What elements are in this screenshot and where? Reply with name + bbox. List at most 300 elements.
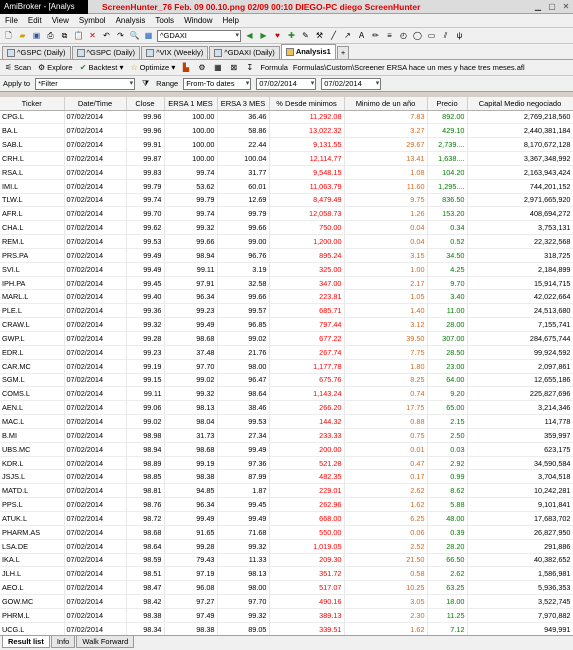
table-cell: 97.36 (217, 456, 269, 470)
table-cell: 0.39 (427, 525, 467, 539)
table-cell: 97.70 (164, 359, 217, 373)
table-cell: 2,163,943,424 (467, 165, 573, 179)
table-cell: 99.40 (126, 290, 164, 304)
previous-symbol-icon[interactable]: ◀ (246, 31, 253, 40)
table-cell: 98.94 (126, 442, 164, 456)
table-cell: 9.75 (344, 193, 427, 207)
table-cell: 99.49 (126, 262, 164, 276)
filter-icon[interactable]: ⧩ (142, 79, 150, 88)
table-cell: 209.30 (269, 553, 344, 567)
menu-symbol[interactable]: Symbol (78, 16, 106, 25)
table-cell: 96.34 (164, 498, 217, 512)
table-cell: 677.22 (269, 332, 344, 346)
rect-tool-icon[interactable]: ▭ (427, 31, 436, 40)
save-icon[interactable]: ▣ (32, 31, 41, 40)
table-cell: 22.44 (217, 138, 269, 152)
table-cell: 12,058.73 (269, 207, 344, 221)
table-cell: 34,590,584 (467, 456, 573, 470)
menu-analysis[interactable]: Analysis (115, 16, 146, 25)
table-cell: SGM.L (0, 373, 64, 387)
table-cell: 144.32 (269, 415, 344, 429)
close-window-icon[interactable]: ⊠ (230, 63, 238, 72)
apply-to-label: Apply to (3, 79, 31, 88)
scan-button[interactable]: ⚟ Scan (4, 63, 32, 72)
table-cell: 58.86 (217, 124, 269, 138)
report-chart-icon[interactable]: ▙ (182, 63, 189, 72)
table-cell: 53.62 (164, 179, 217, 193)
table-cell: 07/02/2014 (64, 415, 126, 429)
table-cell: 29.67 (344, 138, 427, 152)
menu-tools[interactable]: Tools (155, 16, 175, 25)
table-cell: 07/02/2014 (64, 553, 126, 567)
table-cell: 07/02/2014 (64, 456, 126, 470)
draw-icon[interactable]: ✎ (302, 31, 309, 40)
table-cell: 31.77 (217, 165, 269, 179)
table-row[interactable] (0, 193, 573, 207)
table-row[interactable] (0, 595, 573, 609)
table-row[interactable] (0, 290, 573, 304)
table-cell: 267.74 (269, 345, 344, 359)
table-cell: 96.34 (164, 290, 217, 304)
table-cell: 0.58 (344, 567, 427, 581)
table-row[interactable] (0, 456, 573, 470)
table-cell: 1,638.... (427, 152, 467, 166)
table-cell: 408,694,272 (467, 207, 573, 221)
table-cell: 07/02/2014 (64, 221, 126, 235)
table-cell: 100.00 (164, 152, 217, 166)
find-icon[interactable]: 🔍 (129, 31, 140, 40)
result-table (0, 97, 573, 635)
table-row[interactable] (0, 470, 573, 484)
paste-icon[interactable]: 📋 (73, 31, 84, 40)
table-cell: 07/02/2014 (64, 622, 126, 635)
table-row[interactable] (0, 608, 573, 622)
maximize-icon[interactable]: ▢ (548, 2, 556, 11)
settings-icon[interactable]: ⚙ (198, 63, 206, 72)
tab-walk-forward[interactable]: Walk Forward (76, 636, 134, 648)
text-tool-icon[interactable]: A (358, 31, 365, 40)
table-cell: 262.96 (269, 498, 344, 512)
open-folder-icon[interactable]: ▰ (19, 31, 26, 40)
table-cell: 13,022.32 (269, 124, 344, 138)
table-row[interactable] (0, 387, 573, 401)
table-cell: 99.53 (217, 415, 269, 429)
quote-icon[interactable]: ✚ (288, 31, 295, 40)
table-row[interactable] (0, 622, 573, 635)
table-row[interactable] (0, 581, 573, 595)
print-icon[interactable]: ⎙ (47, 31, 54, 40)
table-cell: 99.79 (126, 179, 164, 193)
table-cell: 07/02/2014 (64, 248, 126, 262)
table-cell: 21.50 (344, 553, 427, 567)
column-header[interactable]: % Desde minimos (269, 97, 344, 110)
chart-icon[interactable]: ▦ (144, 31, 153, 40)
table-row[interactable] (0, 484, 573, 498)
table-cell: 99,924,592 (467, 345, 573, 359)
table-row[interactable] (0, 235, 573, 249)
table-cell: 98.85 (126, 470, 164, 484)
title-bar (0, 0, 573, 14)
table-row[interactable] (0, 304, 573, 318)
explore-button[interactable]: ⚙ Explore (38, 63, 73, 72)
table-cell: 79.43 (164, 553, 217, 567)
table-cell: SVI.L (0, 262, 64, 276)
table-cell: EDR.L (0, 345, 64, 359)
fib-tool-icon[interactable]: ≡ (387, 31, 392, 40)
table-row[interactable] (0, 276, 573, 290)
pen-tool-icon[interactable]: ✏ (372, 31, 379, 40)
from-date-picker[interactable]: 07/02/2014 ▾ (256, 78, 316, 90)
table-cell: 3.19 (217, 262, 269, 276)
apply-to-select[interactable]: *Filter ▾ (35, 78, 135, 90)
table-cell: 98.64 (217, 387, 269, 401)
table-cell: 389.13 (269, 608, 344, 622)
table-cell: 229.01 (269, 484, 344, 498)
table-cell: 7.83 (344, 110, 427, 124)
delete-icon[interactable]: ✕ (89, 31, 96, 40)
table-cell: 1,143.24 (269, 387, 344, 401)
table-row[interactable] (0, 318, 573, 332)
table-cell: 89.05 (217, 622, 269, 635)
table-cell: 17.75 (344, 401, 427, 415)
table-row[interactable] (0, 179, 573, 193)
table-cell: 0.74 (344, 387, 427, 401)
table-cell: 1.26 (344, 207, 427, 221)
table-cell: 744,201,152 (467, 179, 573, 193)
table-cell: 2,184,899 (467, 262, 573, 276)
table-cell: 99.70 (126, 207, 164, 221)
chart-tab-icon (77, 49, 85, 57)
table-cell: 11.00 (427, 304, 467, 318)
table-cell: 99.19 (164, 456, 217, 470)
arrow-icon[interactable]: ↧ (246, 63, 254, 72)
arrow-tool-icon[interactable]: ↗ (344, 31, 351, 40)
table-cell: 98.47 (126, 581, 164, 595)
table-cell: 96.85 (217, 318, 269, 332)
tab-gspc-daily-2[interactable]: ^GSPC (Daily) (72, 46, 141, 59)
column-header[interactable]: Precio (427, 97, 467, 110)
table-cell: 98.00 (217, 581, 269, 595)
table-cell: 36.46 (217, 110, 269, 124)
table-cell: 97.27 (164, 595, 217, 609)
table-cell: 98.59 (126, 553, 164, 567)
column-header[interactable]: Close (126, 97, 164, 110)
table-cell: 21.76 (217, 345, 269, 359)
table-cell: 31.73 (164, 428, 217, 442)
table-cell: CRAW.L (0, 318, 64, 332)
table-cell: 99.49 (164, 511, 217, 525)
table-cell: 1,586,981 (467, 567, 573, 581)
table-cell: 98.81 (126, 484, 164, 498)
table-cell: 99.74 (164, 207, 217, 221)
table-cell: 97.19 (164, 567, 217, 581)
table-cell: 13.41 (344, 152, 427, 166)
table-cell: 07/02/2014 (64, 207, 126, 221)
table-cell: 2.62 (427, 567, 467, 581)
table-cell: 9,101,841 (467, 498, 573, 512)
table-cell: 1.08 (344, 165, 427, 179)
table-cell: 39.50 (344, 332, 427, 346)
table-cell: 318,725 (467, 248, 573, 262)
table-cell: 11.60 (344, 179, 427, 193)
table-cell: 1.62 (344, 622, 427, 635)
table-cell: 07/02/2014 (64, 276, 126, 290)
table-cell: 07/02/2014 (64, 498, 126, 512)
table-row[interactable] (0, 138, 573, 152)
line-tool-icon[interactable]: ╱ (331, 31, 336, 40)
table-cell: 0.34 (427, 221, 467, 235)
table-cell: 07/02/2014 (64, 525, 126, 539)
table-cell: 949,991 (467, 622, 573, 635)
table-cell: 9,548.15 (269, 165, 344, 179)
table-cell: ATUK.L (0, 511, 64, 525)
table-cell: GWP.L (0, 332, 64, 346)
table-cell: 339.51 (269, 622, 344, 635)
menu-help[interactable]: Help (222, 16, 239, 25)
table-cell: 12,655,186 (467, 373, 573, 387)
column-header[interactable]: Minimo de un año (344, 97, 427, 110)
table-cell: 836.50 (427, 193, 467, 207)
table-cell: 11.33 (217, 553, 269, 567)
table-cell: 65.00 (427, 401, 467, 415)
table-row[interactable] (0, 262, 573, 276)
table-cell: IPH.PA (0, 276, 64, 290)
menu-window[interactable]: Window (184, 16, 213, 25)
redo-icon[interactable]: ↷ (117, 31, 124, 40)
table-row[interactable] (0, 567, 573, 581)
table-cell: 1,295.... (427, 179, 467, 193)
table-cell: 9,131.55 (269, 138, 344, 152)
table-cell: 07/02/2014 (64, 318, 126, 332)
tab-analysis1[interactable]: Analysis1 (281, 44, 336, 59)
new-tab-button[interactable] (337, 46, 349, 59)
table-cell: PPS.L (0, 498, 64, 512)
table-cell: 2.52 (344, 539, 427, 553)
table-cell: TLW.L (0, 193, 64, 207)
table-cell: GOW.MC (0, 595, 64, 609)
table-row[interactable] (0, 442, 573, 456)
table-cell: 521.28 (269, 456, 344, 470)
column-header[interactable]: ERSA 3 MES (217, 97, 269, 110)
table-cell: 99.53 (126, 235, 164, 249)
table-cell: 15,914,715 (467, 276, 573, 290)
pitchfork-tool-icon[interactable]: ψ (456, 31, 463, 40)
table-cell: 22,322,568 (467, 235, 573, 249)
table-row[interactable] (0, 152, 573, 166)
table-cell: 98.76 (126, 498, 164, 512)
column-header[interactable]: Capital Medio negociado (467, 97, 573, 110)
table-cell: 291,886 (467, 539, 573, 553)
table-cell: 98.38 (126, 608, 164, 622)
plus-icon: + (340, 48, 346, 57)
result-grid[interactable] (0, 97, 573, 635)
table-cell: 07/02/2014 (64, 138, 126, 152)
symbol-combo[interactable]: ^GDAXI ▾ (157, 30, 241, 42)
optimize-button[interactable]: ☆ Optimize ▾ (130, 63, 176, 72)
table-row[interactable] (0, 498, 573, 512)
table-cell: 07/02/2014 (64, 595, 126, 609)
table-row[interactable] (0, 428, 573, 442)
table-row[interactable] (0, 401, 573, 415)
table-cell: 99.02 (217, 332, 269, 346)
table-cell: 99.28 (126, 332, 164, 346)
table-cell: 99.96 (126, 124, 164, 138)
table-cell: 07/02/2014 (64, 152, 126, 166)
table-cell: 895.24 (269, 248, 344, 262)
table-cell: LSA.DE (0, 539, 64, 553)
table-cell: 12.69 (217, 193, 269, 207)
table-cell: 99.32 (164, 221, 217, 235)
table-cell: 100.04 (217, 152, 269, 166)
minimize-icon[interactable]: ▁ (534, 2, 542, 11)
undo-icon[interactable]: ↶ (103, 31, 110, 40)
ellipse-tool-icon[interactable]: ◯ (413, 31, 422, 40)
tab-info[interactable]: Info (51, 636, 76, 648)
formula-label: Formula (260, 63, 288, 72)
table-cell: 96.08 (164, 581, 217, 595)
table-cell: 98.34 (126, 622, 164, 635)
table-cell: 42,022,664 (467, 290, 573, 304)
range-select[interactable]: From-To dates ▾ (183, 78, 251, 90)
menu-view[interactable]: View (51, 16, 69, 25)
table-cell: B.MI (0, 428, 64, 442)
table-cell: 668.00 (269, 511, 344, 525)
table-cell: 07/02/2014 (64, 345, 126, 359)
table-cell: 0.03 (427, 442, 467, 456)
table-cell: REM.L (0, 235, 64, 249)
column-header[interactable]: Ticker (0, 97, 64, 110)
backtest-button[interactable]: ✔ Backtest ▾ (78, 62, 124, 73)
table-row[interactable] (0, 207, 573, 221)
table-cell: 07/02/2014 (64, 470, 126, 484)
table-row[interactable] (0, 373, 573, 387)
table-cell: 96.76 (217, 248, 269, 262)
bottom-tabs (0, 635, 573, 650)
table-row[interactable] (0, 511, 573, 525)
tab-vix-weekly[interactable]: ^VIX (Weekly) (141, 46, 208, 59)
table-cell: COMS.L (0, 387, 64, 401)
table-cell: 07/02/2014 (64, 179, 126, 193)
table-cell: 98.68 (126, 525, 164, 539)
analysis-tab-icon (286, 48, 294, 56)
table-cell: 10,242,281 (467, 484, 573, 498)
table-cell: 98.98 (126, 428, 164, 442)
window-controls (531, 0, 573, 13)
to-date-picker[interactable]: 07/02/2014 ▾ (321, 78, 381, 90)
table-cell: 7,970,882 (467, 608, 573, 622)
menu-file[interactable]: File (5, 16, 18, 25)
table-cell: MATD.L (0, 484, 64, 498)
hammer-icon[interactable]: ⚒ (315, 31, 324, 40)
table-row[interactable] (0, 415, 573, 429)
table-cell: 0.06 (344, 525, 427, 539)
table-cell: 233.33 (269, 428, 344, 442)
table-row[interactable] (0, 110, 573, 124)
table-cell: 28.00 (427, 318, 467, 332)
table-cell: 99.49 (126, 248, 164, 262)
table-cell: 97.49 (164, 608, 217, 622)
table-cell: 07/02/2014 (64, 290, 126, 304)
table-cell: 12,114.77 (269, 152, 344, 166)
favorite-icon[interactable]: ♥ (275, 31, 280, 40)
table-cell: 3.12 (344, 318, 427, 332)
table-cell: 100.00 (164, 138, 217, 152)
table-cell: 0.04 (344, 221, 427, 235)
table-row[interactable] (0, 539, 573, 553)
close-icon[interactable]: ✕ (562, 2, 570, 11)
table-cell: 99.36 (126, 304, 164, 318)
table-cell: 99.11 (164, 262, 217, 276)
table-cell: 99.91 (126, 138, 164, 152)
new-file-icon[interactable]: 🗋 (5, 31, 12, 40)
channel-tool-icon[interactable]: ⫽ (443, 31, 448, 40)
table-cell: 18.00 (427, 595, 467, 609)
table-cell: 3,704,518 (467, 470, 573, 484)
table-cell: CHA.L (0, 221, 64, 235)
table-cell: 7.75 (344, 345, 427, 359)
table-cell: 284,675,744 (467, 332, 573, 346)
tab-gdaxi-daily[interactable]: ^GDAXI (Daily) (209, 46, 280, 59)
table-cell: 1.05 (344, 290, 427, 304)
table-cell: 325.00 (269, 262, 344, 276)
formula-path[interactable]: Formulas\Custom\Screener ERSA hace un mes y hace tres meses.afl (292, 63, 525, 72)
table-row[interactable] (0, 553, 573, 567)
menu-edit[interactable]: Edit (27, 16, 42, 25)
table-cell: 9.70 (427, 276, 467, 290)
tab-result-list[interactable]: Result list (2, 636, 50, 648)
table-cell: 63.25 (427, 581, 467, 595)
table-cell: 0.99 (427, 470, 467, 484)
table-cell: UCG.L (0, 622, 64, 635)
table-cell: 07/02/2014 (64, 304, 126, 318)
table-cell: 99.83 (126, 165, 164, 179)
table-cell: 99.74 (164, 165, 217, 179)
column-header[interactable]: Date/Time (64, 97, 126, 110)
table-row[interactable] (0, 345, 573, 359)
cycle-tool-icon[interactable]: ◴ (400, 31, 407, 40)
table-row[interactable] (0, 248, 573, 262)
table-cell: 99.00 (217, 235, 269, 249)
table-cell: 3,753,131 (467, 221, 573, 235)
table-row[interactable] (0, 124, 573, 138)
table-cell: 1,200.00 (269, 235, 344, 249)
table-cell: 200.00 (269, 442, 344, 456)
document-tabs (0, 44, 573, 60)
table-header-row (0, 97, 573, 110)
table-cell: 9.20 (427, 387, 467, 401)
table-cell: 98.00 (217, 359, 269, 373)
table-cell: 98.72 (126, 511, 164, 525)
table-cell: PHRM.L (0, 608, 64, 622)
table-cell: 4.25 (427, 262, 467, 276)
column-header[interactable]: ERSA 1 MES (164, 97, 217, 110)
table-row[interactable] (0, 525, 573, 539)
table-cell: 07/02/2014 (64, 110, 126, 124)
table-row[interactable] (0, 221, 573, 235)
table-cell: 429.10 (427, 124, 467, 138)
next-symbol-icon[interactable]: ▶ (260, 31, 267, 40)
table-row[interactable] (0, 359, 573, 373)
copy-icon[interactable]: ⧉ (61, 31, 68, 40)
table-cell: MARL.L (0, 290, 64, 304)
grid-icon[interactable]: ▦ (214, 63, 222, 72)
table-row[interactable] (0, 165, 573, 179)
table-cell: 2,739.... (427, 138, 467, 152)
table-row[interactable] (0, 332, 573, 346)
table-cell: 07/02/2014 (64, 428, 126, 442)
table-cell: 99.49 (217, 442, 269, 456)
tab-gspc-daily-1[interactable]: ^GSPC (Daily) (2, 46, 71, 59)
